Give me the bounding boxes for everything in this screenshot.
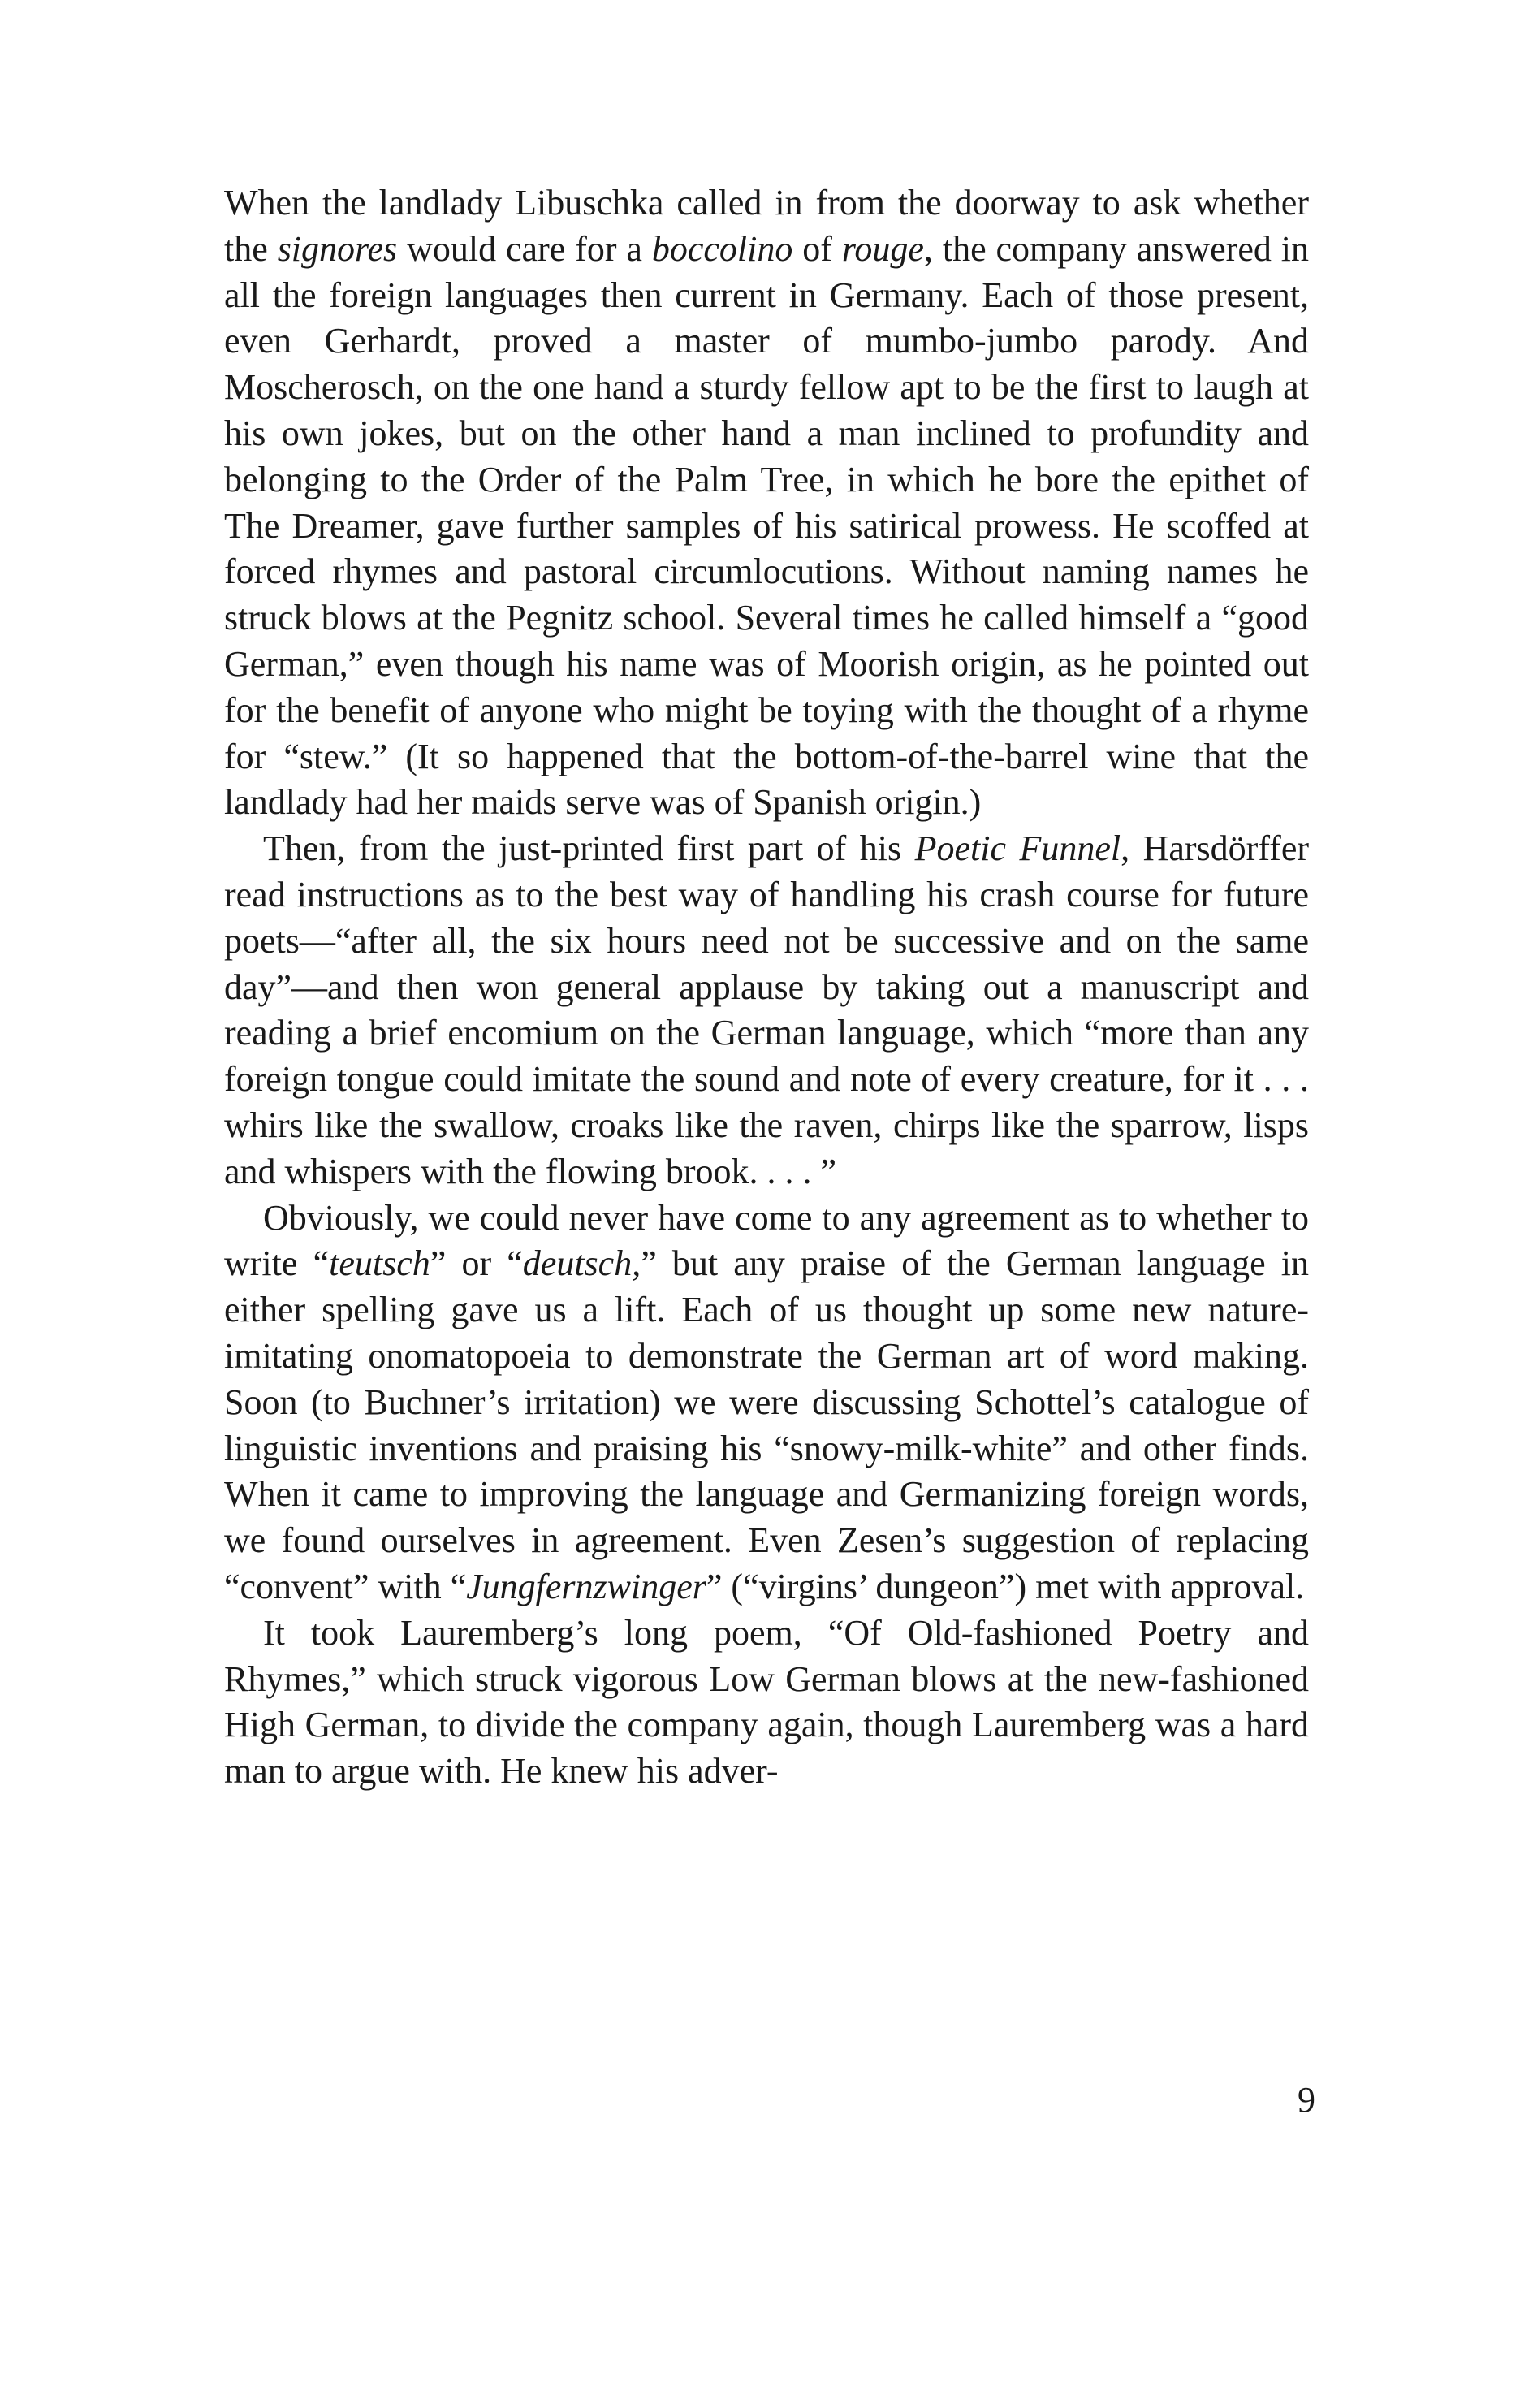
italic-text: Poetic Funnel: [914, 828, 1121, 869]
paragraph-3: [224, 1195, 1309, 1610]
body-text: [224, 180, 1309, 1795]
page-number: 9: [1298, 2080, 1315, 2120]
text-run: Then, from the just-printed first part of his: [263, 828, 915, 869]
text-run: Obviously, we could never have come to any agreement as to whether to write “: [224, 1197, 1309, 1284]
text-run: , the company answered in all the foreign languages then current in Germany. Each of those present, even Gerhardt, proved a master of mumbo-jumbo parody. And Moscherosch, on the one hand a sturdy fellow apt to be the first to laugh at his own jokes, but on the other hand a man inclined to profundity and belonging to the Order of the Palm Tree, in which he bore the epithet of The Dreamer, gave further samples of his satirical prowess. He scoffed at forced rhymes and pastoral circumlocutions. Without naming names he struck blows at the Pegnitz school. Several times he called himself a “good German,” even though his name was of Moorish origin, as he pointed out for the benefit of anyone who might be toying with the thought of a rhyme for “stew.” (It so happened that the bottom-of-the-barrel wine that the landlady had her maids serve was of Spanish origin.): [224, 228, 1310, 823]
text-run: It took Lauremberg’s long poem, “Of Old-fashioned Poetry and Rhymes,” which struck vigorous Low German blows at the new-fashioned High German, to divide the company again, though Lauremberg was a hard man to argue with. He knew his adver-: [224, 1612, 1309, 1792]
italic-text: teutsch: [329, 1243, 430, 1284]
paragraph-4: [224, 1610, 1309, 1795]
paragraph-1: [224, 180, 1309, 826]
text-run: would care for a: [397, 228, 652, 269]
text-run: When the landlady Libuschka called in from the doorway to ask whether the: [224, 183, 1309, 269]
italic-text: deutsch: [522, 1243, 633, 1284]
text-run: , Harsdörffer read instructions as to the best way of handling his crash course for future poets—“after all, the six hours need not be successive and on the same day”—and then won general applause by taking out a manuscript and reading a brief encomium on the German language, which “more than any foreign tongue could imitate the sound and note of every creature, for it . . . whirs like the swallow, croaks like the raven, chirps like the sparrow, lisps and whispers with the flowing brook. . . . ”: [224, 828, 1310, 1191]
text-run: ,” but any praise of the German language in either spelling gave us a lift. Each of us thought up some new nature-imitating onomatopoeia to demonstrate the German art of word making. Soon (to Buchner’s irritation) we were discussing Schottel’s catalogue of linguistic inventions and praising his “snowy-milk-white” and other finds. When it came to improving the language and Germanizing foreign words, we found ourselves in agreement. Even Zesen’s suggestion of replacing “convent” with “: [224, 1243, 1310, 1606]
text-run: ” (“virgins’ dungeon”) met with approval.: [706, 1566, 1305, 1606]
italic-text: rouge: [841, 228, 924, 269]
paragraph-2: [224, 826, 1309, 1195]
text-run: ” or “: [430, 1243, 523, 1284]
text-run: of: [792, 228, 842, 269]
italic-text: signores: [277, 228, 398, 269]
italic-text: boccolino: [651, 228, 793, 269]
italic-text: Jungfernzwinger: [466, 1566, 706, 1606]
